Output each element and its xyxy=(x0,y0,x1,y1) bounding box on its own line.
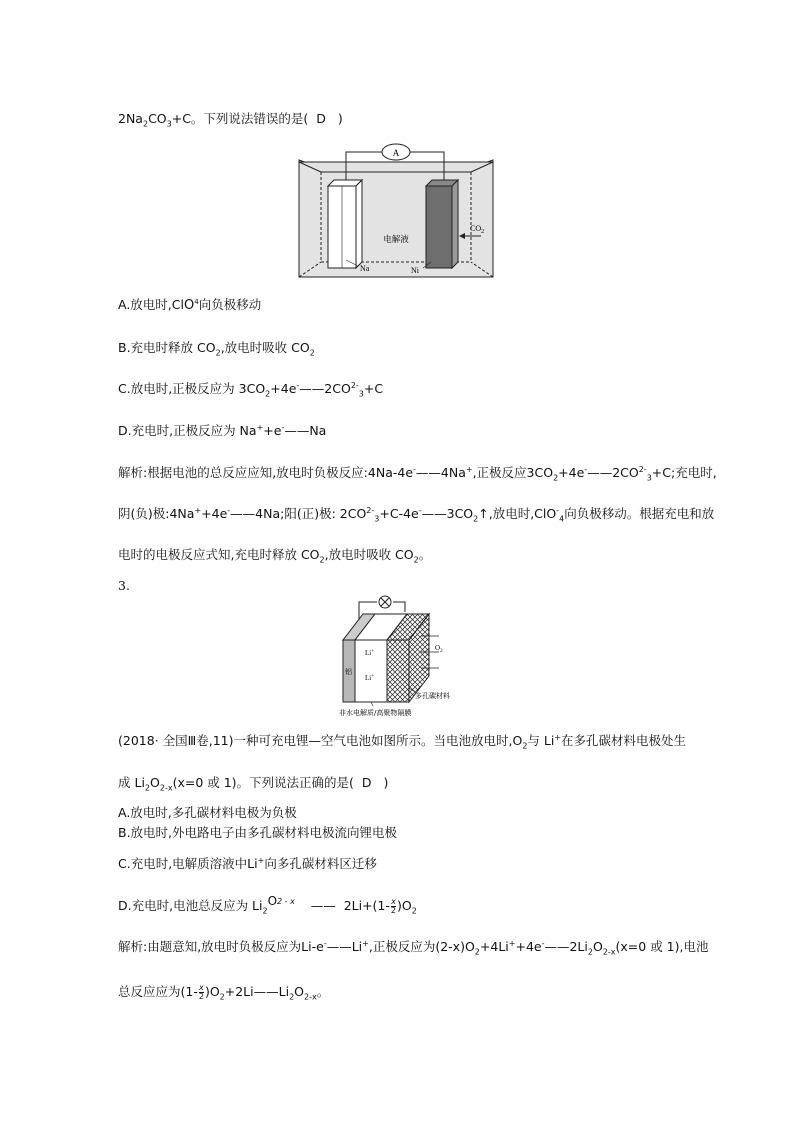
q2-intro: $2Na_2CO_3+C$。下列说法错误的是( D ) xyxy=(118,111,343,129)
q2-analysis-line-1: 解析:根据电池的总反应应知,放电时负极反应:4Na-4e-——4Na+,正极反应$3CO_2+4e^-——2CO^{2-}_3+C$;充电时, xyxy=(118,464,717,483)
q3-stem-line-1: (2018· 全国Ⅲ卷,11)一种可充电锂—空气电池如图所示。当电池放电时$,O_2$与 Li+在多孔碳材料电极处生 xyxy=(118,732,687,751)
porous-carbon-label: 多孔碳材料 xyxy=(415,692,450,700)
q3-number: 3. xyxy=(118,578,130,593)
q2-analysis-line-3: 电时的电极反应式知,充电时释放 $CO_2$,放电时吸收 $CO_2$。 xyxy=(118,547,432,565)
q2-option-b: B.充电时释放 $CO_2$,放电时吸收 $CO_2$ xyxy=(118,340,315,358)
sodium-co2-battery-diagram xyxy=(296,140,496,280)
q3-analysis-line-1: 解析:由题意知,放电时负极反应为Li-e-——Li+,正极反应为$(2-x)O_2+4Li^++4e^-——2Li_2O_{2-x}(x=0$ 或 1),电池 xyxy=(118,938,709,957)
membrane-label: 非水电解质/高聚物隔膜 xyxy=(339,709,412,717)
q3-option-d: D.充电时,电池总反应为 $Li_2O^{2 - x}$ —— 2Li+(1- $\frac{x}{2}$ )$O_2$ xyxy=(118,894,417,916)
q3-option-c: C.充电时,电解质溶液中Li+向多孔碳材料区迁移 xyxy=(118,855,377,871)
q2-option-d: D.充电时,正极反应为 Na++e-——Na xyxy=(118,422,327,438)
q2-answer: D xyxy=(316,111,326,126)
li-ion-label-1: Li+ xyxy=(365,649,375,657)
co2-label: $CO_2$ xyxy=(470,224,485,235)
q3-stem-line-2: 成 $Li_2O_{2-x}(x=0$ 或 1)。下列说法正确的是( D ) xyxy=(118,775,389,793)
ni-electrode xyxy=(426,186,452,268)
o2-label: $O_2$ xyxy=(435,644,443,654)
q3-option-b: B.放电时,外电路电子由多孔碳材料电极流向锂电极 xyxy=(118,825,398,840)
porous-carbon-electrode xyxy=(387,640,409,702)
aluminum-label: 铝 xyxy=(345,668,352,676)
q3-option-a: A.放电时,多孔碳材料电极为负极 xyxy=(118,805,297,820)
q2-analysis-line-2: 阴(负)极:4Na++4e-——4Na;阳(正)极: $2CO^{2-}_3+C-4e^-——3CO_2↑$,放电时,ClO-$_4$向负极移动。根据充电和放 xyxy=(118,505,715,524)
q2-option-a: A.放电时,ClO$^4$向负极移动 xyxy=(118,297,262,313)
q3-analysis-line-2: 总反应应为(1- $\frac{x}{2}$ )$O_2+2Li——Li_2O_{2-x}$。 xyxy=(118,983,330,1002)
li-ion-label-2: Li+ xyxy=(365,674,375,682)
lithium-air-battery-diagram xyxy=(335,592,495,722)
q3-answer: D xyxy=(361,775,372,790)
na-label: Na xyxy=(360,264,370,273)
electrolyte-label: 电解液 xyxy=(383,235,409,245)
ni-label: Ni xyxy=(411,266,419,275)
ammeter-label: A xyxy=(392,148,400,158)
q2-option-c: C.放电时,正极反应为 $3CO_2+4e^-——2CO^{2-}_3+C$ xyxy=(118,380,384,399)
